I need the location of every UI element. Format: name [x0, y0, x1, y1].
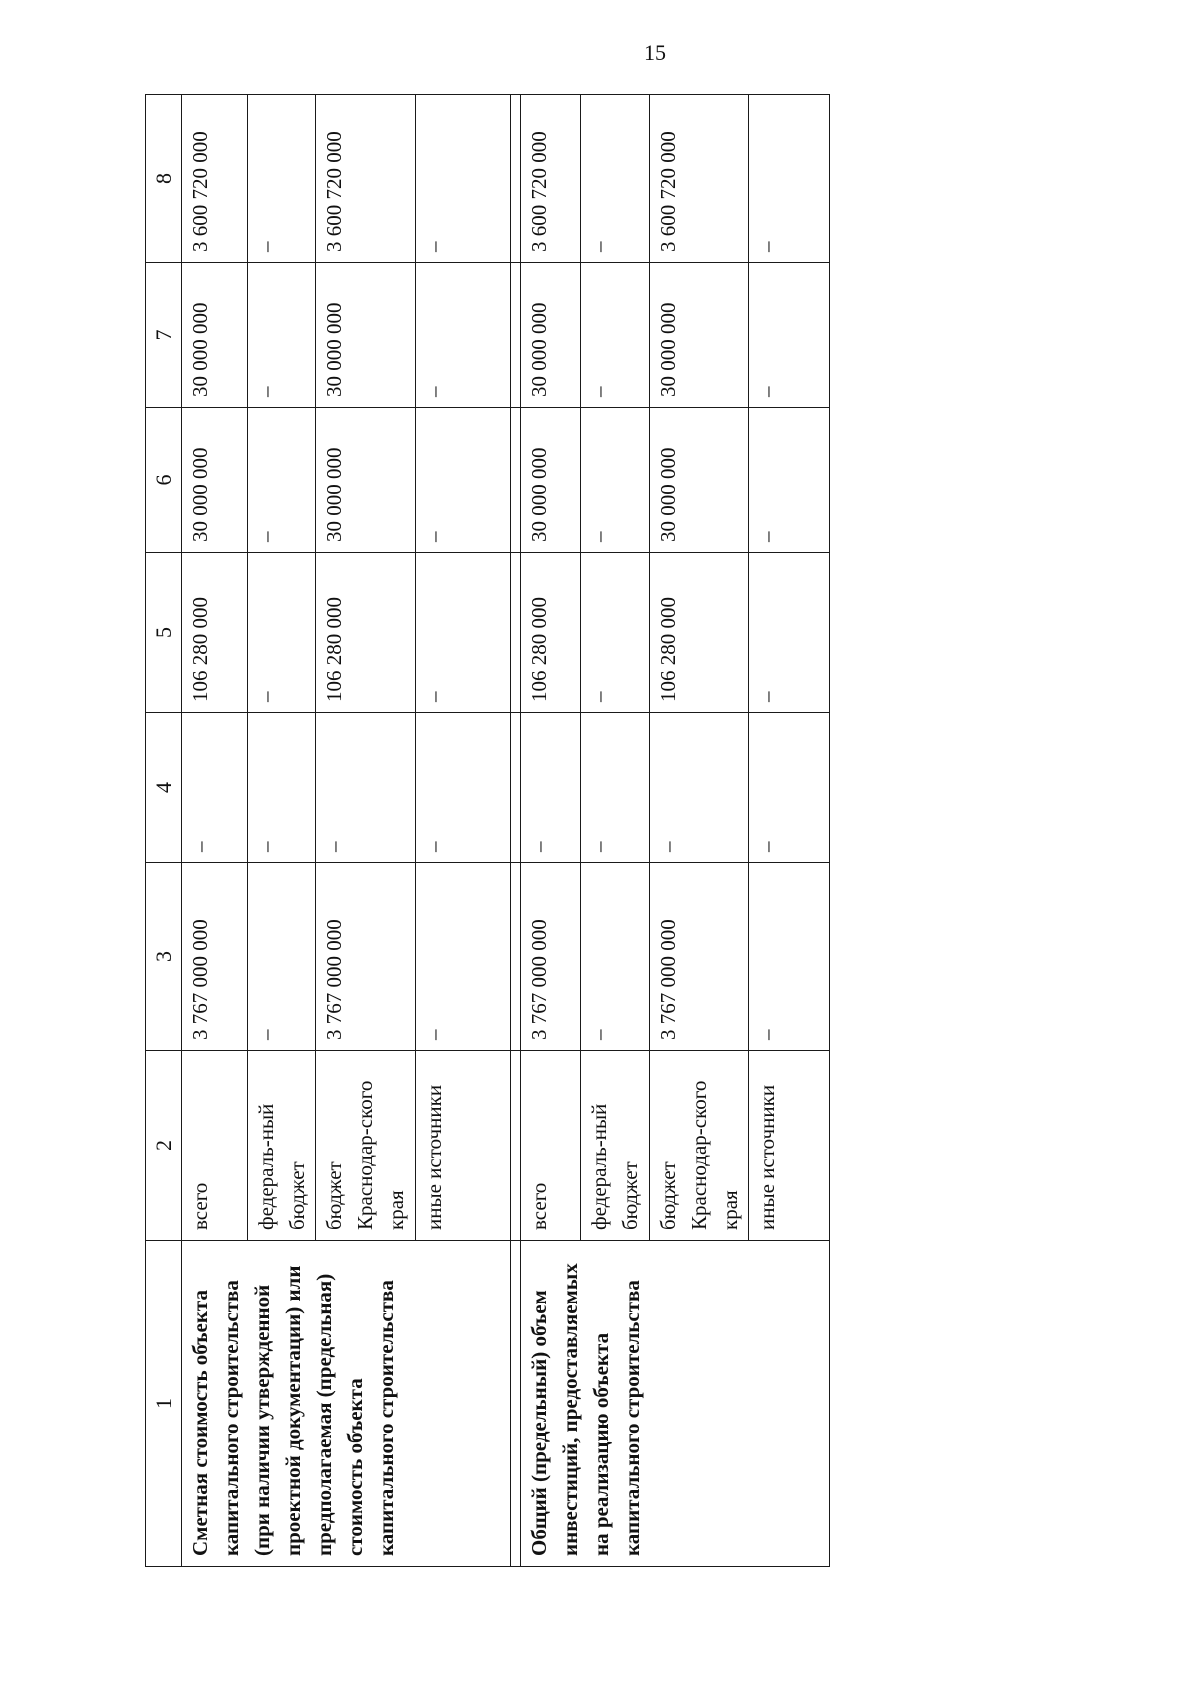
value-cell: – — [247, 263, 315, 408]
value-cell: 30 000 000 — [182, 263, 247, 408]
value-cell: – — [581, 863, 649, 1051]
source-cell: бюджет Краснодар-ского края — [649, 1051, 749, 1241]
value-cell: – — [749, 863, 830, 1051]
value-cell: – — [247, 713, 315, 863]
source-cell: федераль-ный бюджет — [247, 1051, 315, 1241]
source-cell: всего — [182, 1051, 247, 1241]
value-cell: – — [247, 863, 315, 1051]
value-cell: 3 767 000 000 — [315, 863, 415, 1051]
separator-cell — [511, 553, 521, 713]
column-header: 7 — [146, 263, 182, 408]
table-row — [521, 95, 581, 1567]
section-separator — [511, 95, 521, 1567]
value-cell: 30 000 000 — [521, 408, 581, 553]
value-cell: 30 000 000 — [182, 408, 247, 553]
value-cell: – — [749, 263, 830, 408]
table-row — [182, 95, 247, 1567]
source-cell: федераль-ный бюджет — [581, 1051, 649, 1241]
column-header: 5 — [146, 553, 182, 713]
value-cell: – — [649, 713, 749, 863]
value-cell: – — [749, 408, 830, 553]
value-cell: 3 767 000 000 — [649, 863, 749, 1051]
separator-cell — [511, 863, 521, 1051]
value-cell: 30 000 000 — [649, 263, 749, 408]
value-cell: – — [247, 95, 315, 263]
value-cell: 30 000 000 — [315, 408, 415, 553]
page-number: 15 — [644, 40, 666, 65]
value-cell: – — [415, 553, 511, 713]
source-cell: бюджет Краснодар-ского края — [315, 1051, 415, 1241]
separator-cell — [511, 1051, 521, 1241]
value-cell: 3 767 000 000 — [521, 863, 581, 1051]
value-cell: – — [581, 408, 649, 553]
value-cell: – — [581, 263, 649, 408]
value-cell: – — [415, 263, 511, 408]
separator-cell — [511, 95, 521, 263]
value-cell: 3 600 720 000 — [182, 95, 247, 263]
value-cell: – — [247, 553, 315, 713]
value-cell: – — [581, 553, 649, 713]
separator-cell — [511, 263, 521, 408]
value-cell: 30 000 000 — [521, 263, 581, 408]
value-cell: – — [415, 713, 511, 863]
value-cell: – — [749, 553, 830, 713]
value-cell: – — [182, 713, 247, 863]
value-cell: 106 280 000 — [315, 553, 415, 713]
financing-table — [145, 94, 830, 1567]
value-cell: 3 600 720 000 — [649, 95, 749, 263]
value-cell: 30 000 000 — [315, 263, 415, 408]
value-cell: 106 280 000 — [649, 553, 749, 713]
value-cell: 3 600 720 000 — [315, 95, 415, 263]
value-cell: 3 600 720 000 — [521, 95, 581, 263]
value-cell: 106 280 000 — [521, 553, 581, 713]
column-header: 8 — [146, 95, 182, 263]
value-cell: 106 280 000 — [182, 553, 247, 713]
source-cell: всего — [521, 1051, 581, 1241]
value-cell: – — [521, 713, 581, 863]
separator-cell — [511, 1241, 521, 1567]
value-cell: – — [749, 95, 830, 263]
separator-cell — [511, 408, 521, 553]
value-cell: 3 767 000 000 — [182, 863, 247, 1051]
section-label: Общий (предельный) объем инвестиций, предоставляемых на реализацию объекта капитального строительства — [521, 1241, 830, 1567]
rotated-table-wrapper — [145, 95, 830, 1567]
column-header: 2 — [146, 1051, 182, 1241]
column-header: 3 — [146, 863, 182, 1051]
column-header: 6 — [146, 408, 182, 553]
column-header: 1 — [146, 1241, 182, 1567]
column-header: 4 — [146, 713, 182, 863]
value-cell: – — [415, 863, 511, 1051]
value-cell: – — [581, 95, 649, 263]
value-cell: – — [415, 408, 511, 553]
separator-cell — [511, 713, 521, 863]
value-cell: – — [315, 713, 415, 863]
value-cell: – — [581, 713, 649, 863]
value-cell: – — [247, 408, 315, 553]
value-cell: – — [749, 713, 830, 863]
value-cell: 30 000 000 — [649, 408, 749, 553]
source-cell: иные источники — [415, 1051, 511, 1241]
column-number-row — [146, 95, 182, 1567]
value-cell: – — [415, 95, 511, 263]
source-cell: иные источники — [749, 1051, 830, 1241]
section-label: Сметная стоимость объекта капитального строительства (при наличии утвержденной проектной документации) или предполагаемая (предельная) стоимость объекта капитального строительства — [182, 1241, 511, 1567]
